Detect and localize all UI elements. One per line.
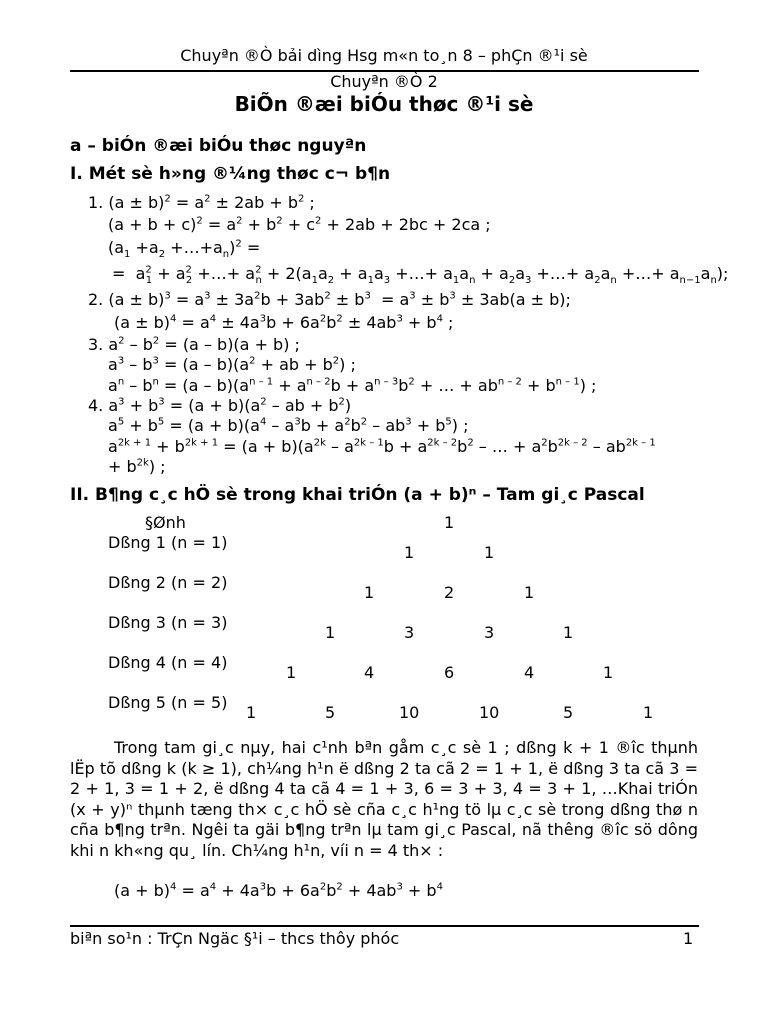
- pascal-label-5: Dßng 5 (n = 5): [108, 693, 228, 712]
- pascal-label-4: Dßng 4 (n = 4): [108, 653, 228, 672]
- pascal-value: 3: [484, 623, 495, 642]
- pascal-value: 3: [404, 623, 415, 642]
- explanation-paragraph: Trong tam gi¸c nµy, hai c¹nh bªn gåm c¸c sè 1 ; dßng k + 1 ®îc thµnh lËp tõ dßng k (k ≥ 1), ch¼ng h¹n ë dßng 2 ta cã 2 = 1 + 1, ë dßng 3 ta cã 3 = 2 + 1, 3 = 1 + 2, ë dßng 4 ta cã 4 = 1 + 3, 6 = 3 + 3, 4 = 3 + 1, …Khai triÓn (x + y)ⁿ thµnh tæng th× c¸c hÖ sè cña c¸c h¹ng tö lµ c¸c sè trong dßng thø n cña b¶ng trªn. Ngêi ta gäi b¶ng trªn lµ tam gi¸c Pascal, nã thêng ®îc sö dông khi n kh«ng qu¸ lín. Ch¼ng h¹n, víi n = 4 th× :: [70, 738, 698, 860]
- chapter-label: Chuyªn ®Ò 2: [330, 72, 438, 91]
- formula-4c: $a^{2k + 1} + b^{2k + 1} = (a + b)(a^{2k} - a^{2k - 1}b + a^{2k - 2}b^2$ – … + $a^2b^{2k - 2} - ab^{2k - 1}$: [108, 437, 656, 456]
- section-a-heading: a – biÓn ®æi biÓu thøc nguyªn: [70, 136, 367, 156]
- pascal-value: 1: [524, 583, 535, 602]
- formula-4b: $a^5 + b^5 = (a + b)(a^4 - a^3b + a^2b^2 - ab^3 + b^5)$ ;: [108, 416, 469, 435]
- formula-2a: 2. $(a \pm b)^3 = a^3 \pm 3a^2b + 3ab^2 \pm b^3 = a^3 \pm b^3 \pm 3ab(a \pm b)$;: [88, 290, 571, 309]
- pascal-value: 5: [325, 703, 336, 722]
- page-title: BiÕn ®æi biÓu thøc ®¹i sè: [234, 92, 534, 116]
- formula-3a: 3. $a^2 - b^2 = (a - b)(a + b)$ ;: [88, 335, 300, 354]
- page-footer: biªn so¹n : TrÇn Ngäc §¹i – thcs thôy phóc: [70, 929, 400, 948]
- footer-rule: [70, 925, 699, 927]
- pascal-value: 4: [364, 663, 375, 682]
- pascal-value: 1: [484, 543, 495, 562]
- pascal-label-2: Dßng 2 (n = 2): [108, 573, 228, 592]
- formula-1c: ($a_1 +a_2$ $+\dots+a_n)^2$ =: [108, 238, 261, 261]
- pascal-value: 6: [444, 663, 455, 682]
- pascal-value: 1: [325, 623, 336, 642]
- pascal-value: 5: [563, 703, 574, 722]
- pascal-value: 10: [399, 703, 420, 722]
- pascal-value: 1: [603, 663, 614, 682]
- pascal-value: 1: [444, 513, 455, 532]
- pascal-value: 10: [479, 703, 500, 722]
- pascal-value: 1: [404, 543, 415, 562]
- section-II-heading: II. B¶ng c¸c hÖ sè trong khai triÓn (a + b)ⁿ – Tam gi¸c Pascal: [70, 485, 645, 505]
- page-header: Chuyªn ®Ò bải dìng Hsg m«n to¸n 8 – phÇn ®¹i sè: [180, 46, 588, 65]
- pascal-value: 2: [444, 583, 455, 602]
- formula-example: $(a + b)^4 = a^4 + 4a^3b + 6a^2b^2 + 4ab^3 + b^4$: [114, 881, 443, 900]
- pascal-value: 1: [643, 703, 654, 722]
- formula-1d: = $a^2_1 + a^2_2$ +…+ $a^2_n + 2(a_1a_2 + a_1a_3$ +…+ $a_1a_n + a_2a_3$ +…+ $a_2a_n$ +…+ $a_{n-1}a_n$);: [112, 264, 729, 287]
- formula-2b: $(a \pm b)^4 = a^4 \pm 4a^3b + 6a^2b^2 \pm 4ab^3 + b^4$ ;: [114, 313, 454, 332]
- pascal-label-0: §Ønh: [145, 513, 186, 532]
- section-I-heading: I. Mét sè h»ng ®¼ng thøc c¬ b¶n: [70, 164, 391, 184]
- formula-1b: $(a + b + c)^2 = a^2 + b^2 + c^2 + 2ab + 2bc + 2ca$ ;: [108, 215, 491, 234]
- pascal-value: 4: [524, 663, 535, 682]
- formula-4a: 4. $a^3 + b^3 = (a + b)(a^2$ – ab + $b^2$): [88, 396, 352, 415]
- formula-3c: $a^n - b^n = (a - b)(a^{n - 1} + a^{n - 2}b + a^{n - 3}b^2$ + … + $ab^{n - 2} + b^{n - 1}$) ;: [108, 376, 597, 395]
- pascal-label-1: Dßng 1 (n = 1): [108, 533, 228, 552]
- formula-4d: + $b^{2k}$) ;: [108, 457, 166, 476]
- pascal-value: 1: [364, 583, 375, 602]
- page-number: 1: [683, 929, 694, 948]
- formula-3b: $a^3 - b^3 = (a - b)(a^2$ + ab + $b^2$) ;: [108, 355, 356, 374]
- formula-1a: 1. $(a \pm b)^2 = a^2 \pm 2ab + b^2$ ;: [88, 193, 315, 212]
- pascal-label-3: Dßng 3 (n = 3): [108, 613, 228, 632]
- pascal-value: 1: [246, 703, 257, 722]
- pascal-value: 1: [563, 623, 574, 642]
- pascal-value: 1: [286, 663, 297, 682]
